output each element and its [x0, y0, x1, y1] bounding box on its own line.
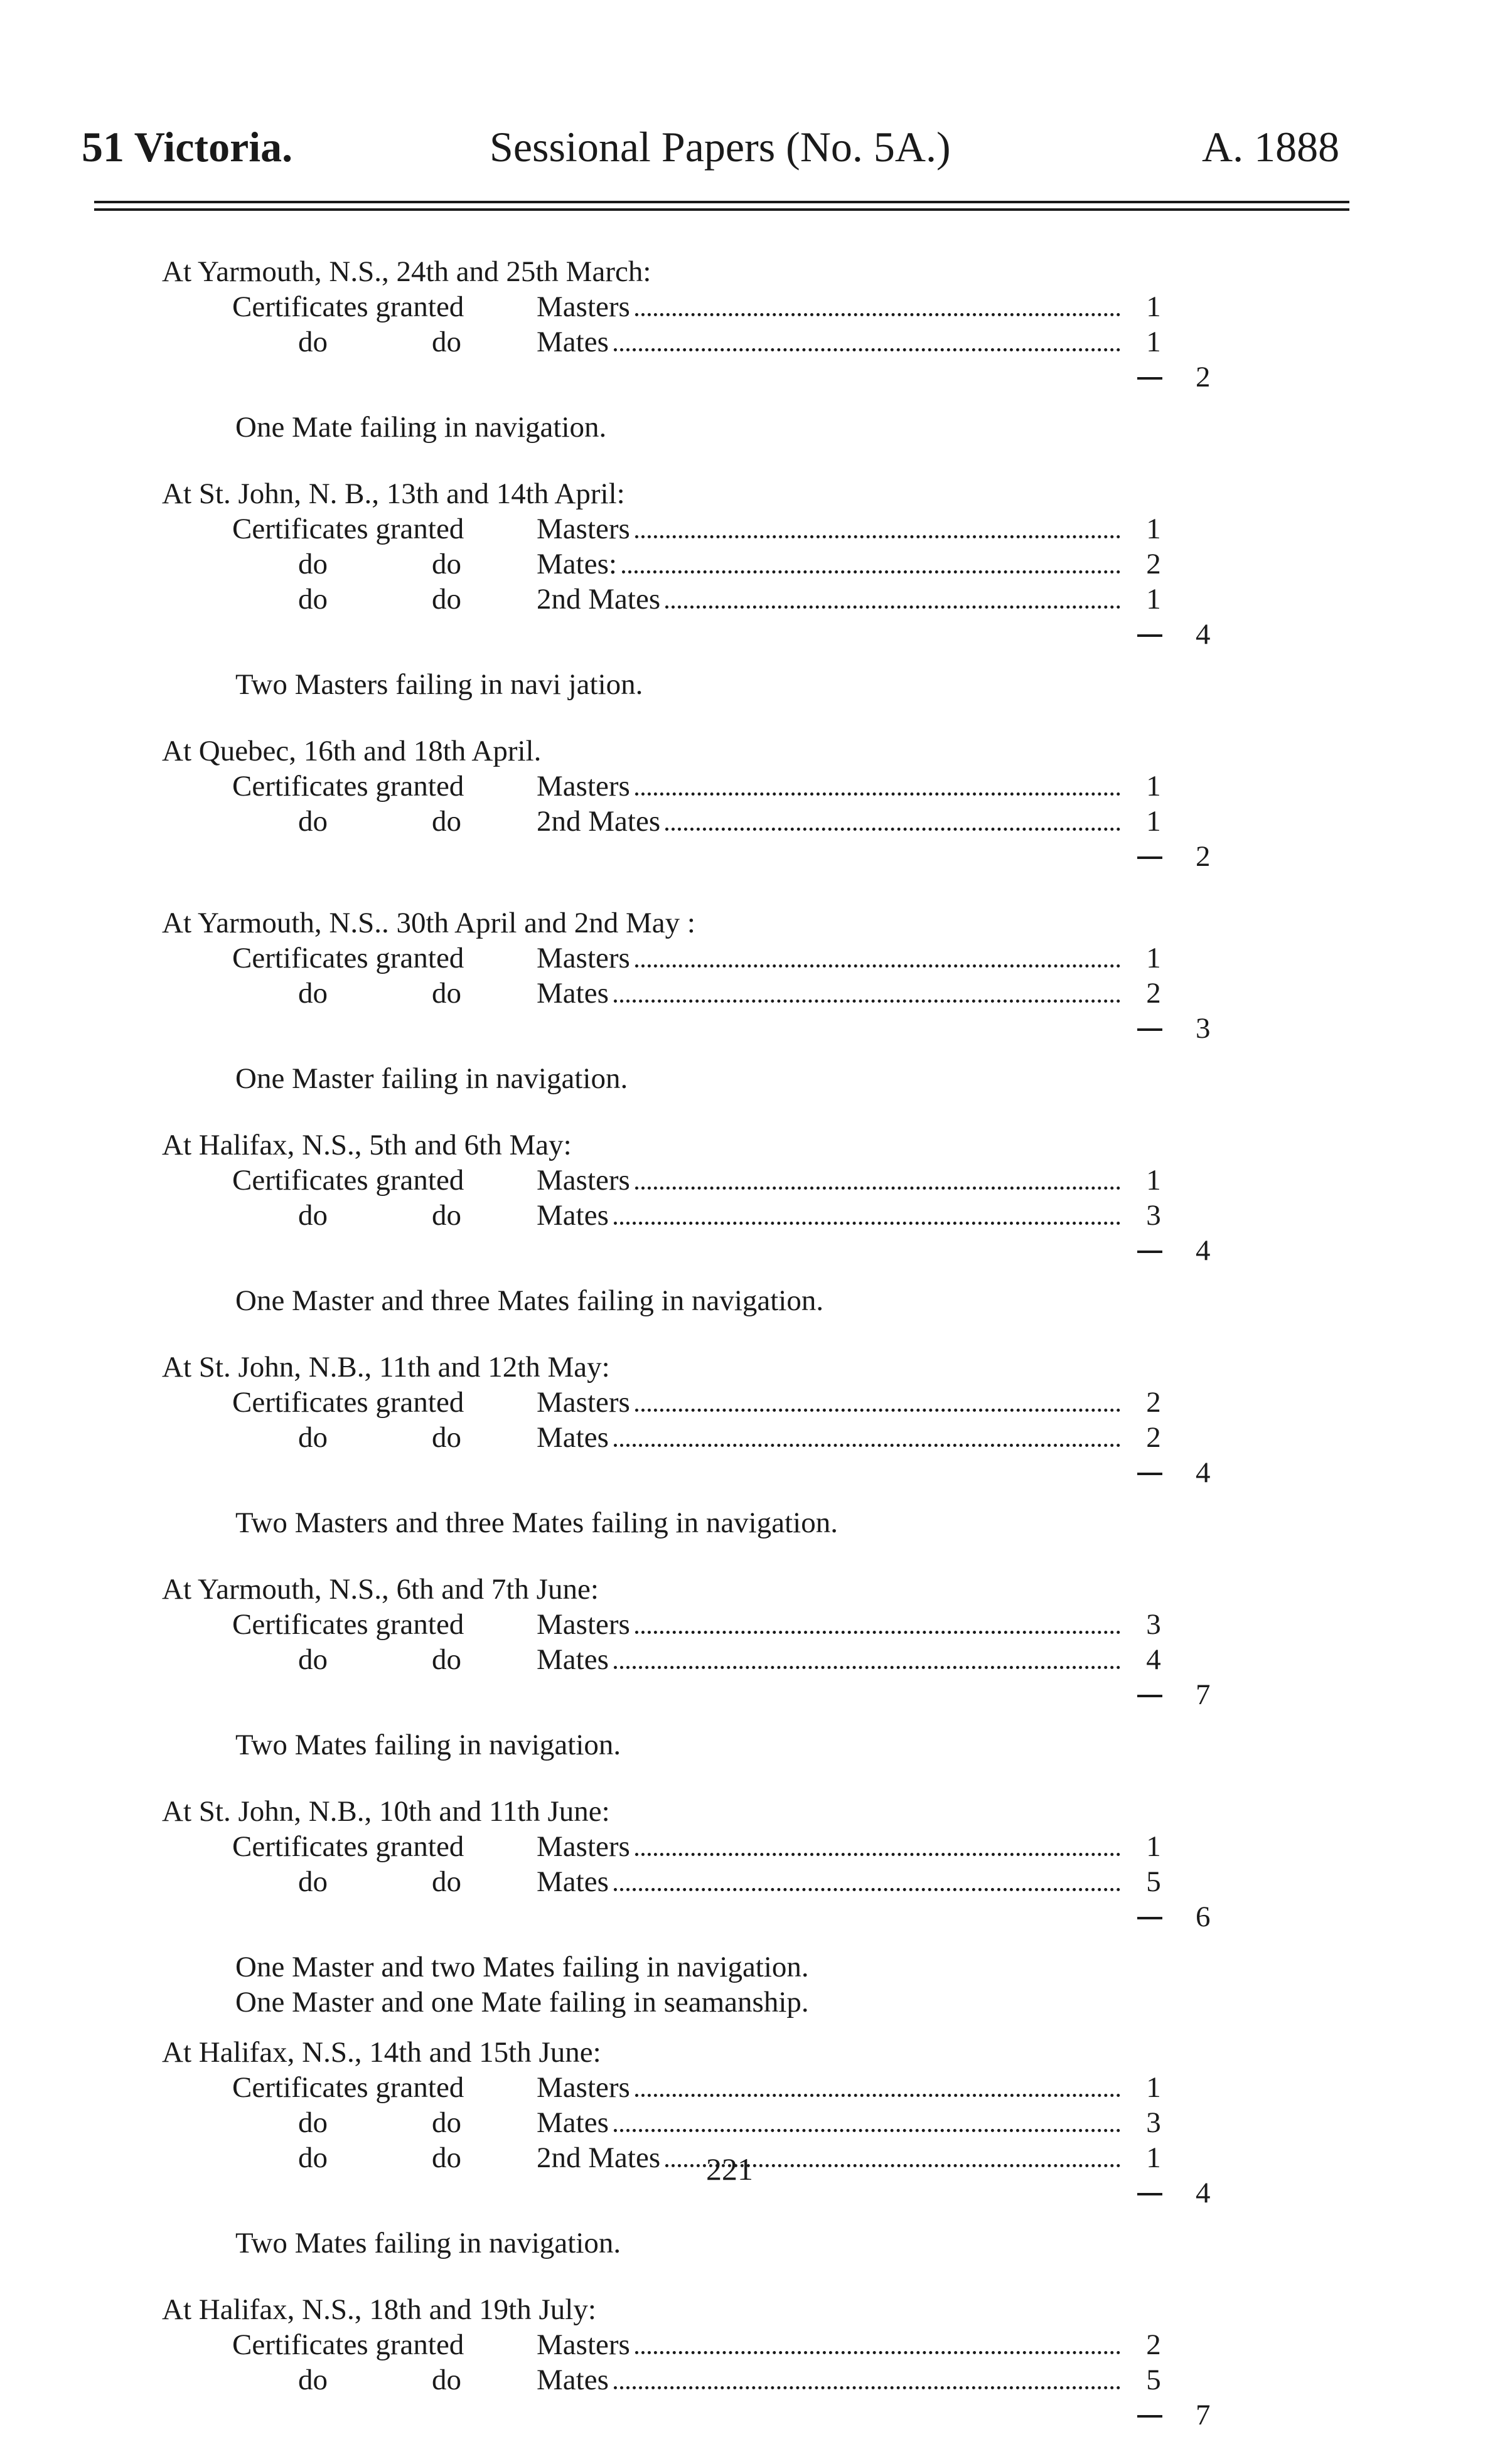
- exam-section: [0, 476, 1500, 733]
- certificate-row: [0, 2070, 1500, 2105]
- dot-leader: [635, 792, 1120, 796]
- row-rank: Mates: [537, 1643, 609, 1676]
- row-count: 1: [1146, 2071, 1161, 2104]
- row-ditto: do: [432, 548, 461, 580]
- row-rank: Masters: [537, 1164, 630, 1197]
- dot-leader: [614, 348, 1120, 351]
- dot-leader: [614, 2129, 1120, 2132]
- total-row: [0, 1011, 1500, 1046]
- total-row: [0, 1233, 1500, 1268]
- dot-leader: [635, 1853, 1120, 1856]
- section-total: 4: [1196, 1456, 1211, 1489]
- row-rank: Mates: [537, 1421, 609, 1454]
- certificate-row: [0, 511, 1500, 547]
- certificate-row: [0, 1198, 1500, 1233]
- total-row: [0, 2397, 1500, 2433]
- total-dash: [1137, 634, 1162, 637]
- dot-leader: [614, 1444, 1120, 1447]
- total-row: [0, 839, 1500, 874]
- certificate-row: [0, 1829, 1500, 1864]
- section-total: 6: [1196, 1901, 1211, 1933]
- row-count: 1: [1146, 583, 1161, 616]
- total-row: [0, 617, 1500, 652]
- certificate-row: [0, 2105, 1500, 2140]
- certificate-row: [0, 582, 1500, 617]
- failure-note: One Master and one Mate failing in seamanship.: [235, 1986, 809, 2019]
- dot-leader: [665, 605, 1120, 609]
- exam-section: [0, 733, 1500, 905]
- row-ditto: do: [298, 1643, 328, 1676]
- row-count: 1: [1146, 326, 1161, 358]
- dot-leader: [635, 2351, 1120, 2354]
- header-session: 51 Victoria.: [82, 123, 293, 171]
- row-rank: Mates: [537, 977, 609, 1010]
- exam-section: [0, 1350, 1500, 1572]
- section-total: 4: [1196, 618, 1211, 651]
- row-label: Certificates granted: [232, 1608, 464, 1641]
- total-dash: [1137, 1251, 1162, 1253]
- row-count: 1: [1146, 513, 1161, 545]
- row-label: Certificates granted: [232, 770, 464, 803]
- dot-leader: [614, 1888, 1120, 1891]
- row-ditto: do: [432, 977, 461, 1010]
- certificate-row: [0, 2362, 1500, 2397]
- row-ditto: do: [298, 2106, 328, 2139]
- row-label: Certificates granted: [232, 942, 464, 974]
- dot-leader: [614, 1666, 1120, 1669]
- certificate-row: [0, 976, 1500, 1011]
- header-title: Sessional Papers (No. 5A.): [490, 123, 951, 171]
- certificate-row: [0, 1642, 1500, 1677]
- section-total: 7: [1196, 1678, 1211, 1711]
- row-count: 4: [1146, 1643, 1161, 1676]
- failure-note: One Master failing in navigation.: [235, 1062, 628, 1095]
- dot-leader: [635, 313, 1120, 316]
- section-title: At Yarmouth, N.S., 24th and 25th March:: [162, 255, 651, 288]
- row-ditto: do: [432, 1199, 461, 1232]
- certificate-row: [0, 769, 1500, 804]
- row-label: Certificates granted: [232, 2328, 464, 2361]
- dot-leader: [635, 1631, 1120, 1634]
- row-ditto: do: [298, 1865, 328, 1898]
- section-title: At Yarmouth, N.S., 6th and 7th June:: [162, 1573, 599, 1606]
- section-total: 2: [1196, 361, 1211, 393]
- section-title: At Yarmouth, N.S.. 30th April and 2nd May :: [162, 907, 695, 939]
- exam-section: [0, 1794, 1500, 2035]
- row-rank: Masters: [537, 1830, 630, 1863]
- row-rank: Mates: [537, 1199, 609, 1232]
- total-dash: [1137, 856, 1162, 859]
- failure-note: Two Masters and three Mates failing in navigation.: [235, 1507, 838, 1539]
- row-count: 1: [1146, 2141, 1161, 2174]
- section-title: At St. John, N. B., 13th and 14th April:: [162, 477, 625, 510]
- row-count: 2: [1146, 1421, 1161, 1454]
- exam-section: [0, 2292, 1500, 2464]
- row-count: 2: [1146, 977, 1161, 1010]
- row-label: Certificates granted: [232, 1164, 464, 1197]
- total-row: [0, 1455, 1500, 1490]
- row-ditto: do: [432, 326, 461, 358]
- dot-leader: [635, 1409, 1120, 1412]
- row-ditto: do: [298, 1421, 328, 1454]
- row-count: 3: [1146, 1608, 1161, 1641]
- page-header: [0, 122, 1500, 179]
- section-title: At Halifax, N.S., 5th and 6th May:: [162, 1129, 572, 1161]
- certificate-row: [0, 1163, 1500, 1198]
- row-rank: Mates: [537, 2106, 609, 2139]
- row-rank: 2nd Mates: [537, 583, 661, 616]
- total-row: [0, 1677, 1500, 1712]
- exam-section: [0, 905, 1500, 1128]
- header-rule-top: [94, 201, 1349, 203]
- section-title: At Halifax, N.S., 18th and 19th July:: [162, 2293, 596, 2326]
- exam-section: [0, 254, 1500, 476]
- row-count: 5: [1146, 1865, 1161, 1898]
- row-count: 1: [1146, 770, 1161, 803]
- section-title: At St. John, N.B., 10th and 11th June:: [162, 1795, 610, 1828]
- row-count: 5: [1146, 2364, 1161, 2396]
- section-title: At St. John, N.B., 11th and 12th May:: [162, 1351, 610, 1384]
- certificate-row: [0, 941, 1500, 976]
- row-rank: Masters: [537, 2328, 630, 2361]
- row-ditto: do: [432, 1421, 461, 1454]
- exam-section: [0, 1128, 1500, 1350]
- row-count: 1: [1146, 1164, 1161, 1197]
- section-total: 7: [1196, 2399, 1211, 2431]
- dot-leader: [635, 964, 1120, 968]
- section-total: 4: [1196, 1234, 1211, 1267]
- row-count: 3: [1146, 1199, 1161, 1232]
- row-ditto: do: [432, 1865, 461, 1898]
- row-ditto: do: [298, 326, 328, 358]
- total-row: [0, 360, 1500, 395]
- row-ditto: do: [298, 583, 328, 616]
- header-year: A. 1888: [1202, 123, 1340, 171]
- row-rank: Masters: [537, 1386, 630, 1419]
- row-rank: Mates: [537, 2364, 609, 2396]
- certificate-row: [0, 1420, 1500, 1455]
- section-title: At Quebec, 16th and 18th April.: [162, 735, 542, 767]
- certificate-row: [0, 1864, 1500, 1899]
- dot-leader: [635, 1187, 1120, 1190]
- row-rank: Mates:: [537, 548, 617, 580]
- report-body: [0, 254, 1500, 2464]
- row-ditto: do: [432, 2141, 461, 2174]
- row-ditto: do: [298, 805, 328, 838]
- dot-leader: [614, 1000, 1120, 1003]
- row-rank: Masters: [537, 513, 630, 545]
- failure-note: One Mate failing in navigation.: [235, 411, 607, 444]
- row-ditto: do: [298, 548, 328, 580]
- row-label: Certificates granted: [232, 513, 464, 545]
- exam-section: [0, 1572, 1500, 1794]
- failure-note: Two Mates failing in navigation.: [235, 2227, 621, 2259]
- row-label: Certificates granted: [232, 1386, 464, 1419]
- dot-leader: [665, 828, 1120, 831]
- dot-leader: [622, 570, 1120, 573]
- page-number: 221: [706, 2152, 753, 2187]
- failure-note: Two Masters failing in navi jation.: [235, 668, 643, 701]
- failure-note: Two Mates failing in navigation.: [235, 1729, 621, 1761]
- row-count: 1: [1146, 1830, 1161, 1863]
- certificate-row: [0, 804, 1500, 839]
- row-count: 2: [1146, 1386, 1161, 1419]
- row-rank: 2nd Mates: [537, 805, 661, 838]
- row-ditto: do: [298, 1199, 328, 1232]
- certificate-row: [0, 547, 1500, 582]
- row-rank: Masters: [537, 1608, 630, 1641]
- dot-leader: [635, 535, 1120, 538]
- row-ditto: do: [432, 2364, 461, 2396]
- total-dash: [1137, 377, 1162, 380]
- row-ditto: do: [298, 2364, 328, 2396]
- row-count: 2: [1146, 2328, 1161, 2361]
- row-count: 1: [1146, 805, 1161, 838]
- failure-note: One Master and two Mates failing in navigation.: [235, 1951, 809, 1983]
- total-dash: [1137, 2415, 1162, 2418]
- row-ditto: do: [432, 805, 461, 838]
- row-rank: Masters: [537, 942, 630, 974]
- row-ditto: do: [298, 2141, 328, 2174]
- row-rank: 2nd Mates: [537, 2141, 661, 2174]
- total-dash: [1137, 1695, 1162, 1697]
- section-total: 3: [1196, 1012, 1211, 1045]
- row-rank: Masters: [537, 291, 630, 323]
- section-title: At Halifax, N.S., 14th and 15th June:: [162, 2036, 601, 2069]
- total-dash: [1137, 2193, 1162, 2195]
- certificate-row: [0, 1607, 1500, 1642]
- row-label: Certificates granted: [232, 1830, 464, 1863]
- row-ditto: do: [298, 977, 328, 1010]
- total-row: [0, 1899, 1500, 1934]
- row-label: Certificates granted: [232, 291, 464, 323]
- total-dash: [1137, 1028, 1162, 1031]
- section-total: 2: [1196, 840, 1211, 873]
- failure-note: One Master and three Mates failing in navigation.: [235, 1284, 824, 1317]
- row-ditto: do: [432, 1643, 461, 1676]
- total-dash: [1137, 1917, 1162, 1919]
- row-ditto: do: [432, 2106, 461, 2139]
- row-ditto: do: [432, 583, 461, 616]
- row-count: 2: [1146, 548, 1161, 580]
- row-rank: Mates: [537, 1865, 609, 1898]
- dot-leader: [635, 2094, 1120, 2097]
- certificate-row: [0, 1385, 1500, 1420]
- row-rank: Masters: [537, 770, 630, 803]
- certificate-row: [0, 324, 1500, 360]
- row-count: 3: [1146, 2106, 1161, 2139]
- dot-leader: [614, 2386, 1120, 2389]
- total-dash: [1137, 1473, 1162, 1475]
- row-count: 1: [1146, 291, 1161, 323]
- row-rank: Mates: [537, 326, 609, 358]
- section-total: 4: [1196, 2177, 1211, 2209]
- row-label: Certificates granted: [232, 2071, 464, 2104]
- dot-leader: [614, 1222, 1120, 1225]
- row-rank: Masters: [537, 2071, 630, 2104]
- certificate-row: [0, 289, 1500, 324]
- row-count: 1: [1146, 942, 1161, 974]
- certificate-row: [0, 2327, 1500, 2362]
- header-rule-bottom: [94, 208, 1349, 211]
